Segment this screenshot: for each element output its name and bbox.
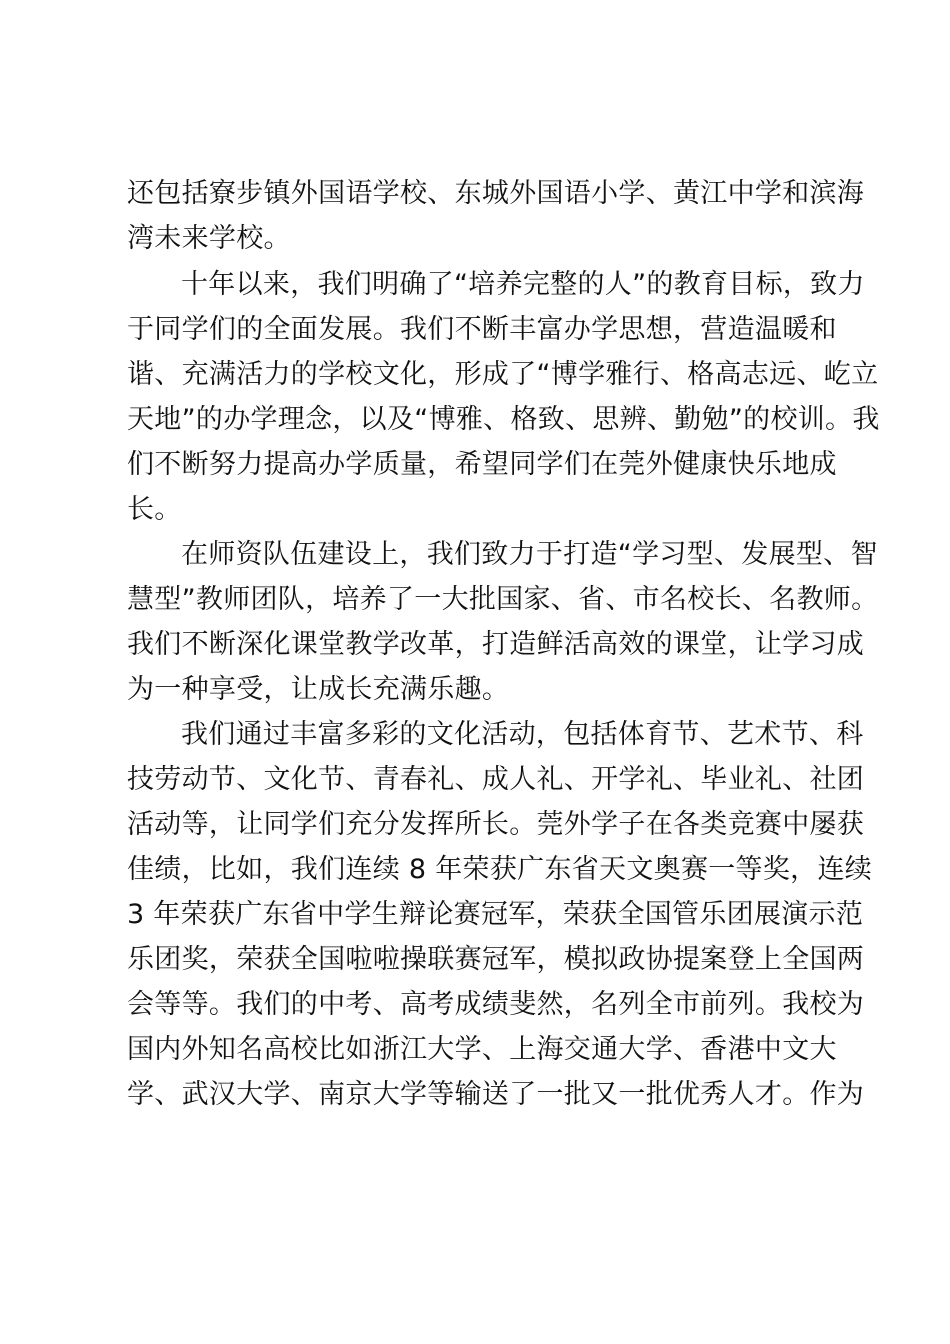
text-line: 于同学们的全面发展。我们不断丰富办学思想，营造温暖和 bbox=[127, 314, 837, 345]
text-line: 慧型”教师团队，培养了一大批国家、省、市名校长、名教师。 bbox=[127, 584, 879, 615]
text-line: 国内外知名高校比如浙江大学、上海交通大学、香港中文大 bbox=[127, 1034, 837, 1065]
text-line: 还包括寮步镇外国语学校、东城外国语小学、黄江中学和滨海 bbox=[127, 178, 865, 209]
text-line: 技劳动节、文化节、青春礼、成人礼、开学礼、毕业礼、社团 bbox=[127, 764, 865, 795]
paragraph-line: 十年以来，我们明确了“培养完整的人”的教育目标，致力 bbox=[181, 269, 865, 300]
text-line: 佳绩，比如，我们连续 8 年荣获广东省天文奥赛一等奖，连续 bbox=[127, 854, 873, 885]
paragraph-line: 在师资队伍建设上，我们致力于打造“学习型、发展型、智 bbox=[181, 539, 878, 570]
text-line: 谐、充满活力的学校文化，形成了“博学雅行、格高志远、屹立 bbox=[127, 359, 879, 390]
text-line: 湾未来学校。 bbox=[127, 223, 291, 254]
text-line: 天地”的办学理念，以及“博雅、格致、思辨、勤勉”的校训。我 bbox=[127, 404, 880, 435]
text-line: 会等等。我们的中考、高考成绩斐然，名列全市前列。我校为 bbox=[127, 989, 865, 1020]
text-line: 为一种享受，让成长充满乐趣。 bbox=[127, 674, 510, 705]
text-line: 乐团奖，荣获全国啦啦操联赛冠军，模拟政协提案登上全国两 bbox=[127, 944, 865, 975]
text-line: 长。 bbox=[127, 494, 182, 525]
text-line: 我们不断深化课堂教学改革，打造鲜活高效的课堂，让学习成 bbox=[127, 629, 865, 660]
paragraph-line: 我们通过丰富多彩的文化活动，包括体育节、艺术节、科 bbox=[181, 719, 864, 750]
text-line: 活动等，让同学们充分发挥所长。莞外学子在各类竞赛中屡获 bbox=[127, 809, 865, 840]
text-line: 学、武汉大学、南京大学等输送了一批又一批优秀人才。作为 bbox=[127, 1079, 865, 1110]
text-line: 3 年荣获广东省中学生辩论赛冠军，荣获全国管乐团展演示范 bbox=[127, 899, 864, 930]
text-line: 们不断努力提高办学质量，希望同学们在莞外健康快乐地成 bbox=[127, 449, 837, 480]
